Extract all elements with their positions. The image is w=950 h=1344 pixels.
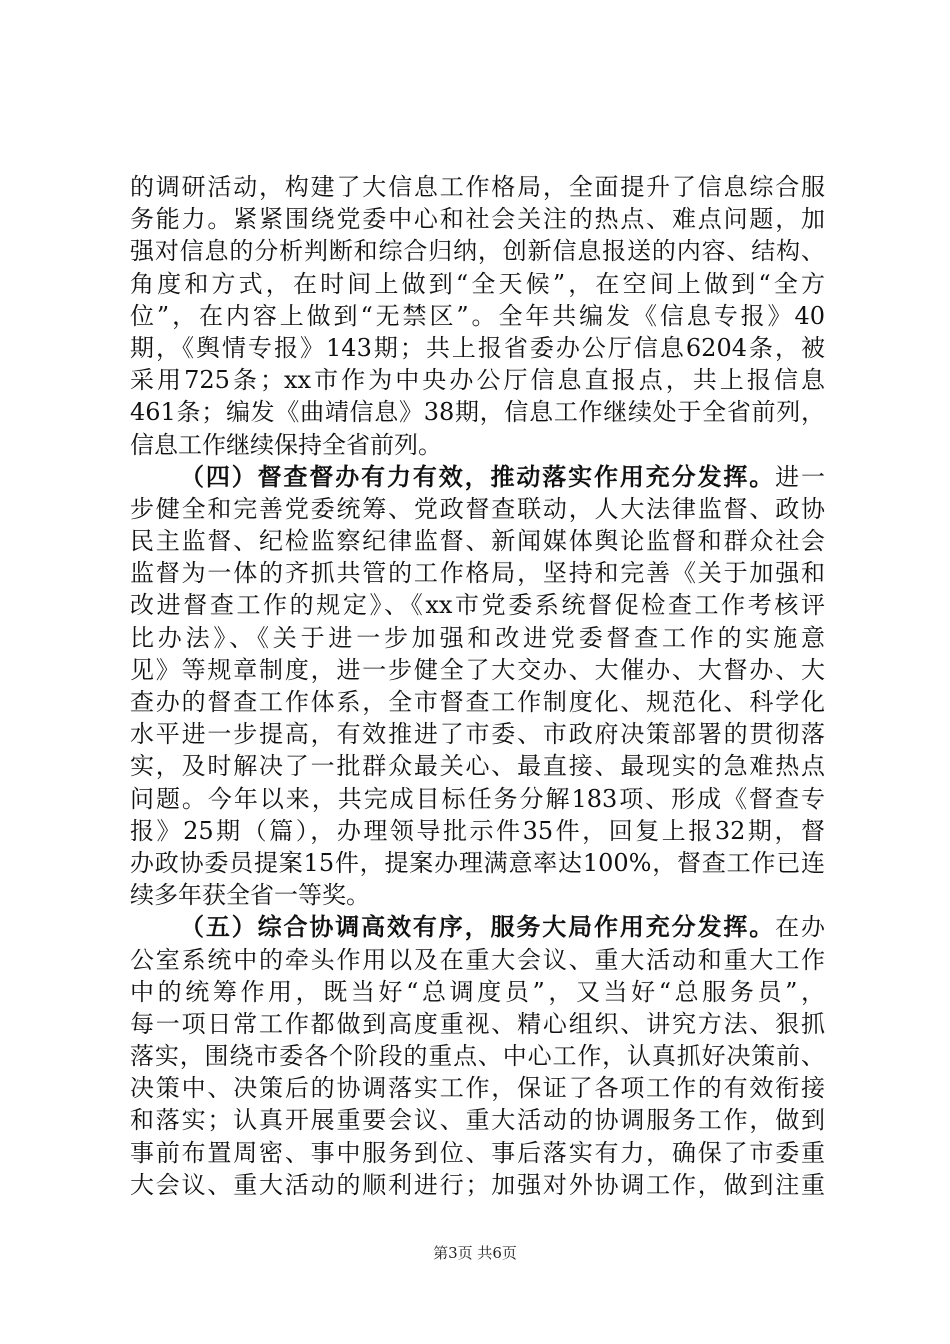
- paragraph-line: 查办的督查工作体系，全市督查工作制度化、规范化、科学化: [130, 688, 825, 716]
- paragraph-line: 办政协委员提案15件，提案办理满意率达100%，督查工作已连: [130, 848, 825, 877]
- paragraph-line: 公室系统中的牵头作用以及在重大会议、重大活动和重大工作: [130, 945, 825, 974]
- paragraph-line: 改进督查工作的规定》、《xx市党委系统督促检查工作考核评: [130, 591, 825, 620]
- paragraph-line: 的调研活动，构建了大信息工作格局，全面提升了信息综合服: [130, 173, 825, 201]
- section-heading: （四）督查督办有力有效，推动落实作用充分发挥。: [180, 462, 776, 491]
- paragraph-line: 民主监督、纪检监察纪律监督、新闻媒体舆论监督和群众社会: [130, 527, 825, 556]
- paragraph-line: 比办法》、《关于进一步加强和改进党委督查工作的实施意: [130, 623, 825, 652]
- paragraph-line: 信息工作继续保持全省前列。: [130, 430, 442, 459]
- paragraph-line: 每一项日常工作都做到高度重视、精心组织、讲究方法、狠抓: [130, 1009, 825, 1038]
- paragraph-line: 中的统筹作用，既当好“总调度员”，又当好“总服务员”，: [130, 977, 825, 1006]
- paragraph-line: 续多年获全省一等奖。: [130, 881, 370, 910]
- paragraph-text: 在办: [775, 913, 825, 942]
- section-heading-line: [130, 461, 825, 493]
- paragraph-line: 461条；编发《曲靖信息》38期，信息工作继续处于全省前列，: [130, 398, 825, 427]
- paragraph-line: 实，及时解决了一批群众最关心、最直接、最现实的急难热点: [130, 752, 825, 781]
- paragraph-text: 进一: [775, 462, 825, 491]
- paragraph-line: 水平进一步提高，有效推进了市委、市政府决策部署的贯彻落: [130, 720, 825, 749]
- paragraph-line: 见》等规章制度，进一步健全了大交办、大催办、大督办、大: [130, 655, 825, 684]
- paragraph-line: 监督为一体的齐抓共管的工作格局，坚持和完善《关于加强和: [130, 559, 825, 588]
- body-text: [130, 171, 825, 1201]
- section-heading-line: [130, 911, 825, 943]
- paragraph-line: 落实，围绕市委各个阶段的重点、中心工作，认真抓好决策前、: [130, 1042, 825, 1071]
- paragraph-line: 报》25期（篇），办理领导批示件35件，回复上报32期，督: [130, 816, 825, 845]
- paragraph-line: 决策中、决策后的协调落实工作，保证了各项工作的有效衔接: [130, 1074, 825, 1103]
- paragraph-line: 和落实；认真开展重要会议、重大活动的协调服务工作，做到: [130, 1106, 825, 1135]
- paragraph-line: 强对信息的分析判断和综合归纳，创新信息报送的内容、结构、: [130, 237, 825, 266]
- paragraph-line: 采用725条；xx市作为中央办公厅信息直报点，共上报信息: [130, 366, 825, 395]
- paragraph-line: 事前布置周密、事中服务到位、事后落实有力，确保了市委重: [130, 1138, 825, 1167]
- page-footer: 第3页 共6页: [433, 1244, 517, 1262]
- paragraph-line: 大会议、重大活动的顺利进行；加强对外协调工作，做到注重: [130, 1170, 825, 1199]
- paragraph-line: 角度和方式，在时间上做到“全天候”，在空间上做到“全方: [130, 269, 825, 298]
- paragraph-line: 步健全和完善党委统筹、党政督查联动，人大法律监督、政协: [130, 494, 825, 523]
- section-heading: （五）综合协调高效有序，服务大局作用充分发挥。: [180, 913, 776, 942]
- paragraph-line: 位”，在内容上做到“无禁区”。全年共编发《信息专报》40: [130, 301, 825, 330]
- paragraph-line: 问题。今年以来，共完成目标任务分解183项、形成《督查专: [130, 784, 825, 813]
- paragraph-line: 期，《舆情专报》143期；共上报省委办公厅信息6204条，被: [130, 333, 825, 362]
- paragraph-line: 务能力。紧紧围绕党委中心和社会关注的热点、难点问题，加: [130, 205, 825, 234]
